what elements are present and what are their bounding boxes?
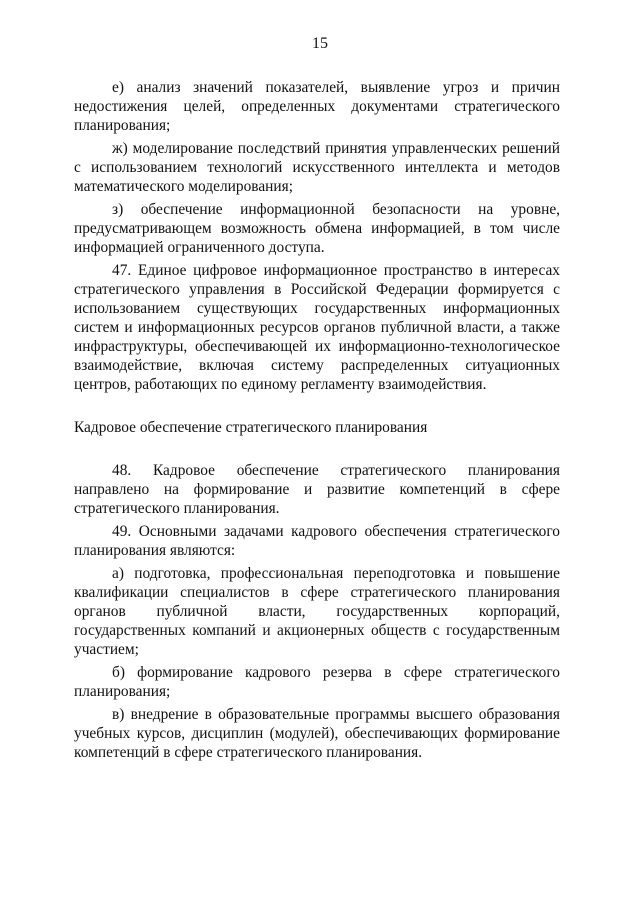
document-body bbox=[74, 78, 560, 762]
paragraph-48: 48. Кадровое обеспечение стратегического планирования направлено на формирование и развитие компетенций в сфере стратегического планирования. bbox=[74, 462, 560, 517]
paragraph-item-a: а) подготовка, профессиональная переподготовка и повышение квалификации специалистов в сфере стратегического планирования органов публичной власти, государственных корпораций, государственных компаний и акционерных обществ с государственным участием; bbox=[74, 565, 560, 658]
paragraph-47: 47. Единое цифровое информационное пространство в интересах стратегического управления в Российской Федерации формируется с использованием существующих государственных информационных систем и информационных ресурсов органов публичной власти, а также инфраструктуры, обеспечивающей их информационно-технологическое взаимодействие, включая систему распределенных ситуационных центров, работающих по единому регламенту взаимодействия. bbox=[74, 262, 560, 393]
section-heading: Кадровое обеспечение стратегического планирования bbox=[74, 419, 428, 436]
paragraph-49: 49. Основными задачами кадрового обеспечения стратегического планирования являются: bbox=[74, 523, 560, 559]
page-number: 15 bbox=[312, 35, 328, 52]
paragraph-item-z: з) обеспечение информационной безопасности на уровне, предусматривающем возможность обмена информацией, в том числе информацией ограниченного доступа. bbox=[74, 201, 560, 256]
paragraph-item-b: б) формирование кадрового резерва в сфере стратегического планирования; bbox=[74, 664, 560, 700]
paragraph-item-zh: ж) моделирование последствий принятия управленческих решений с использованием технологий искусственного интеллекта и методов математического моделирования; bbox=[74, 140, 560, 195]
paragraph-item-v: в) внедрение в образовательные программы высшего образования учебных курсов, дисциплин (модулей), обеспечивающих формирование компетенций в сфере стратегического планирования. bbox=[74, 706, 560, 761]
paragraph-item-e: е) анализ значений показателей, выявление угроз и причин недостижения целей, определенных документами стратегического планирования; bbox=[74, 79, 560, 134]
